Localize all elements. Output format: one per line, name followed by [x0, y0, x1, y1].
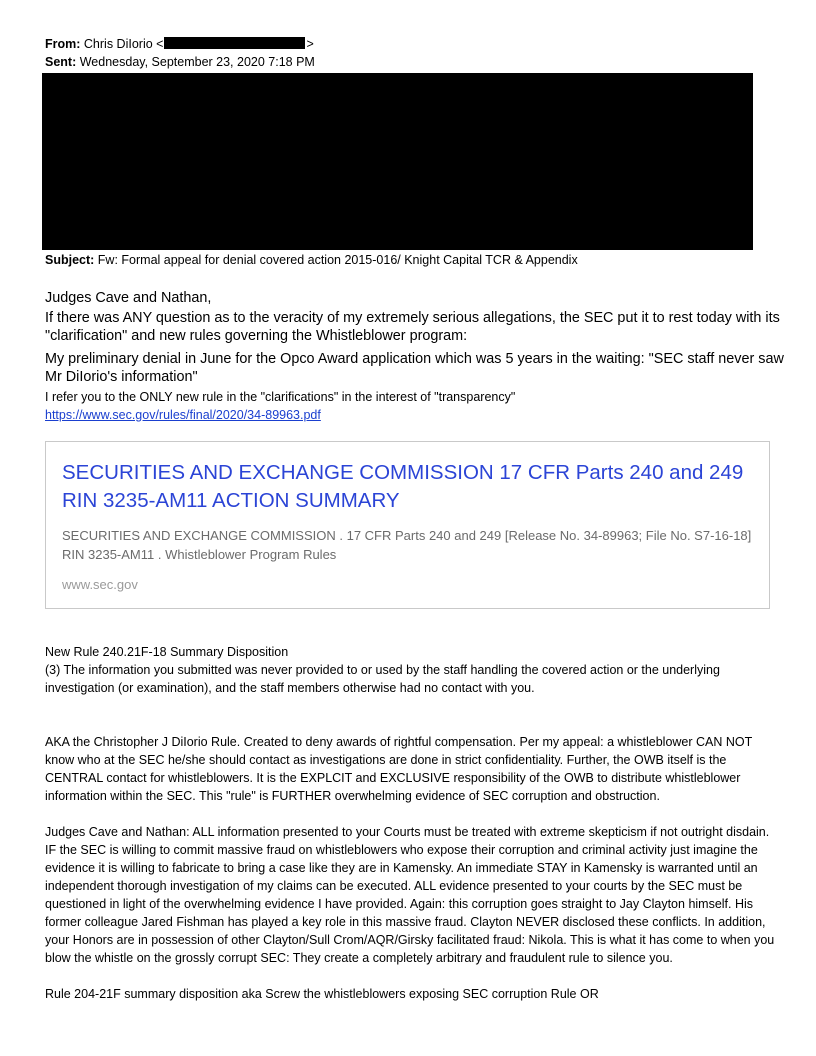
from-label: From: [45, 37, 81, 51]
salutation: Judges Cave and Nathan, [45, 290, 212, 306]
preview-description: SECURITIES AND EXCHANGE COMMISSION . 17 CFR Parts 240 and 249 [Release No. 34-89963; File No. S7-16-18] RIN 3235-AM11 . Whistleblower Program Rules [62, 528, 752, 562]
closing-paragraph-2: Judges Cave and Nathan: ALL information presented to your Courts must be treated with extreme skepticism if not outright disdain. IF the SEC is willing to commit massive fraud on whistleblowers who expose their corruption and criminal activity just imagine the evidence it is willing to fabricate to bring a case like they are in Kamensky. An immediate STAY in Kamensky is warranted until an independent thorough investigation of my claims can be executed. ALL evidence presented to your courts by the SEC must be questioned in light of the overwhelming evidence I have provided. Again: this corruption goes straight to Jay Clayton himself. His former colleague Jared Fishman has played a key role in this massive fraud. Clayton NEVER disclosed these conflicts. In addition, your Honors are in possession of other Clayton/Sull Crom/AQR/Girsky facilitated fraud: Nikola. This is what it has come to when you blow the whistle on the grossly corrupt SEC: They create a completely arbitrary and fraudulent rule to silence you. [45, 825, 775, 965]
preview-domain: www.sec.gov [62, 577, 138, 592]
subject-label: Subject: [45, 253, 95, 267]
redacted-recipients-block [42, 73, 753, 250]
intro-paragraph-1: If there was ANY question as to the veracity of my extremely serious allegations, the SEC put it to rest today with its "clarification" and new rules governing the Whistleblower program: [45, 310, 780, 344]
sent-line [45, 54, 315, 71]
link-preview-card[interactable] [45, 441, 770, 609]
from-line [45, 36, 314, 53]
redacted-email [164, 37, 305, 49]
subject-line [45, 252, 578, 269]
sent-value: Wednesday, September 23, 2020 7:18 PM [79, 55, 315, 69]
sent-label: Sent: [45, 55, 77, 69]
sec-rule-link[interactable]: https://www.sec.gov/rules/final/2020/34-89963.pdf [45, 408, 321, 422]
intro-paragraph-2: My preliminary denial in June for the Opco Award application which was 5 years in the waiting: "SEC staff never saw Mr DiIorio's information" [45, 351, 784, 385]
from-close: > [306, 37, 314, 51]
rule-text: (3) The information you submitted was never provided to or used by the staff handling the covered action or the underlying investigation (or examination), and the staff members otherwise had no contact with you. [45, 663, 720, 695]
rule-heading: New Rule 240.21F-18 Summary Disposition [45, 645, 289, 659]
from-name: Chris DiIorio < [83, 37, 164, 51]
closing-paragraph-1: AKA the Christopher J DiIorio Rule. Created to deny awards of rightful compensation. Per my appeal: a whistleblower CAN NOT know who at the SEC he/she should contact as investigations are done in strict confidentiality. Further, the OWB itself is the CENTRAL contact for whistleblowers. It is the EXPLCIT and EXCLUSIVE responsibility of the OWB to distribute whistleblower information within the SEC. This "rule" is FURTHER overwhelming evidence of SEC corruption and obstruction. [45, 735, 753, 803]
intro-paragraph-3: I refer you to the ONLY new rule in the "clarifications" in the interest of "transparency" [45, 390, 516, 404]
closing-paragraph-3: Rule 204-21F summary disposition aka Screw the whistleblowers exposing SEC corruption Rule OR [45, 987, 599, 1001]
preview-title[interactable]: SECURITIES AND EXCHANGE COMMISSION 17 CFR Parts 240 and 249 RIN 3235-AM11 ACTION SUMMARY [62, 461, 744, 512]
subject-value: Fw: Formal appeal for denial covered action 2015-016/ Knight Capital TCR & Appendix [97, 253, 578, 267]
